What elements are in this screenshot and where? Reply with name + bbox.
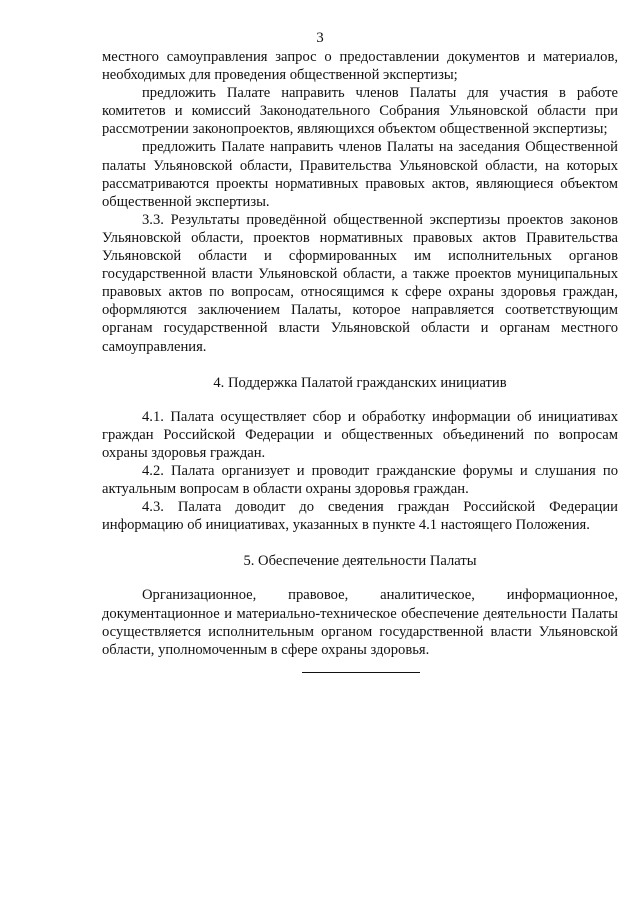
page-number: 3 — [316, 30, 324, 46]
section-4-heading: 4. Поддержка Палатой гражданских инициатив — [213, 374, 507, 391]
paragraph-proposal-committees: предложить Палате направить членов Палаты для участия в работе комитетов и комиссий Законодательного Собрания Ульяновской области при рассмотрении законопроектов, являющихся объектом общественной экспертизы; — [102, 85, 618, 138]
paragraph-4-3: 4.3. Палата доводит до сведения граждан Российской Федерации информацию об инициативах, указанных в пункте 4.1 настоящего Положения. — [102, 499, 618, 534]
paragraph-4-2: 4.2. Палата организует и проводит гражданские форумы и слушания по актуальным вопросам в области охраны здоровья граждан. — [102, 462, 618, 498]
paragraph-proposal-sessions: предложить Палате направить членов Палаты на заседания Общественной палаты Ульяновской области, Правительства Ульяновской области, на которых рассматриваются проекты нормативных правовых актов, являющиеся объектом общественной экспертизы. — [102, 139, 618, 210]
section-5-heading: 5. Обеспечение деятельности Палаты — [243, 553, 477, 570]
closing-rule — [302, 672, 420, 673]
paragraph-5-support: Организационное, правовое, аналитическое, информационное, документационное и материально-техническое обеспечение деятельности Палаты осуществляется исполнительным органом государственной власти Ульяновской области, уполномоченным в сфере охраны здоровья. — [102, 587, 618, 658]
document-body — [102, 48, 618, 659]
paragraph-continuation: местного самоуправления запрос о предоставлении документов и материалов, необходимых для проведения общественной экспертизы; — [102, 49, 618, 84]
paragraph-4-1: 4.1. Палата осуществляет сбор и обработку информации об инициативах граждан Российской Федерации и общественных объединений по вопросам охраны здоровья граждан. — [102, 408, 618, 461]
paragraph-3-3: 3.3. Результаты проведённой общественной экспертизы проектов законов Ульяновской области, проектов нормативных правовых актов Правительства Ульяновской области и сформированных им исполнительных органов государственной власти Ульяновской области, а также проектов муниципальных правовых актов по вопросам, относящимся к сфере охраны здоровья граждан, оформляются заключением Палаты, которое направляется соответствующим органам государственной власти Ульяновской области и органам местного самоуправления. — [102, 211, 618, 355]
